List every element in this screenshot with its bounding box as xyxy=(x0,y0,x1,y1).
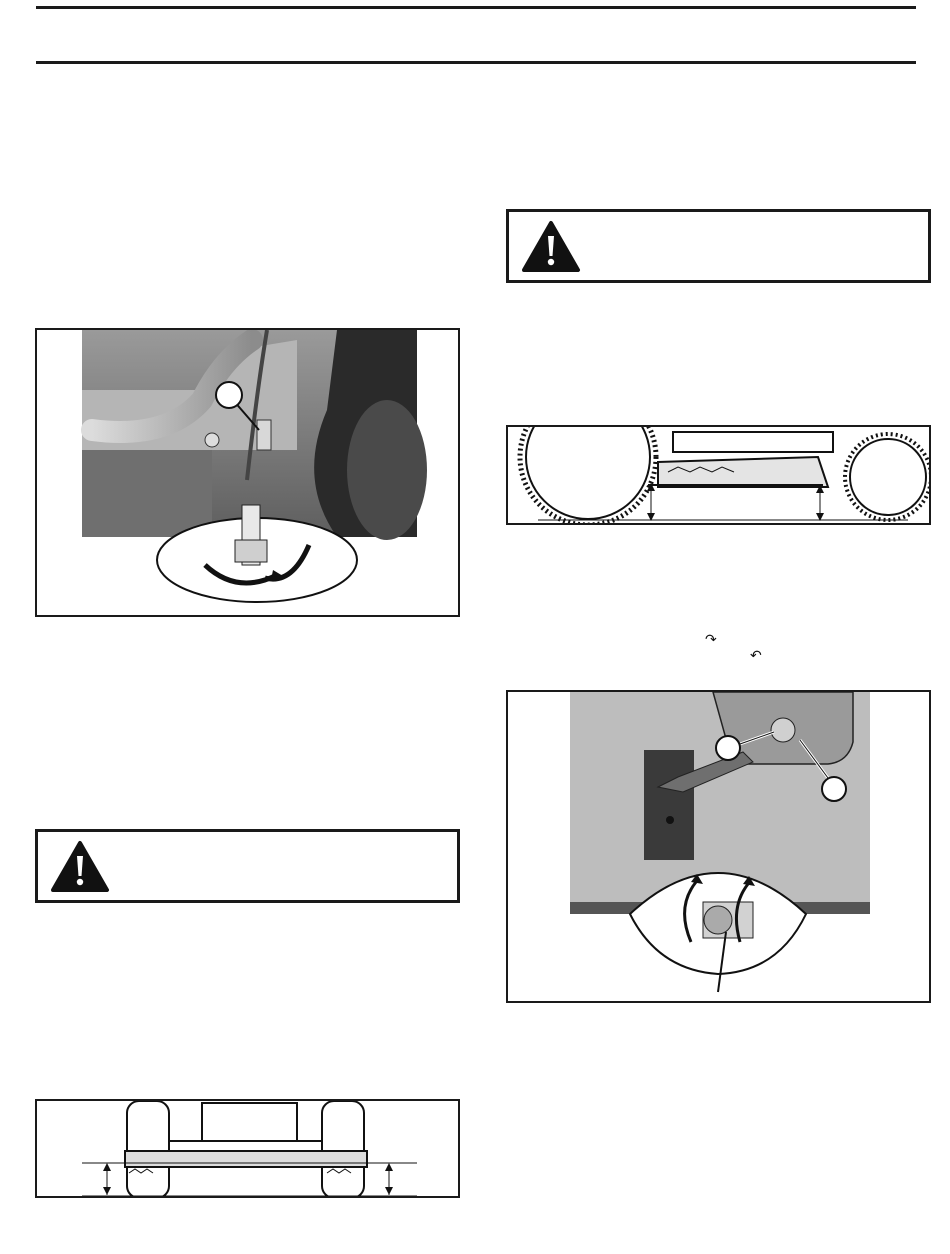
cable-adjustment-illustration xyxy=(37,330,460,617)
header-rule-bottom xyxy=(36,61,916,64)
callout-circle xyxy=(216,382,242,408)
deck-side-illustration xyxy=(508,427,931,525)
counterclockwise-icon: ↶ xyxy=(750,647,762,663)
callout-circle xyxy=(716,736,740,760)
warning-triangle-icon xyxy=(50,840,110,894)
deck-lift-link-illustration xyxy=(508,692,931,1003)
callout-circle xyxy=(822,777,846,801)
warning-box-left xyxy=(35,829,460,903)
figure-deck-lift-link xyxy=(506,690,931,1003)
clockwise-icon: ↷ xyxy=(705,631,717,647)
warning-triangle-icon xyxy=(521,220,581,274)
figure-deck-front-level xyxy=(35,1099,460,1198)
figure-cable-adjustment xyxy=(35,328,460,617)
warning-box-right xyxy=(506,209,931,283)
figure-deck-side-level xyxy=(506,425,931,525)
deck-front-illustration xyxy=(37,1101,460,1198)
header-rule-top xyxy=(36,6,916,9)
